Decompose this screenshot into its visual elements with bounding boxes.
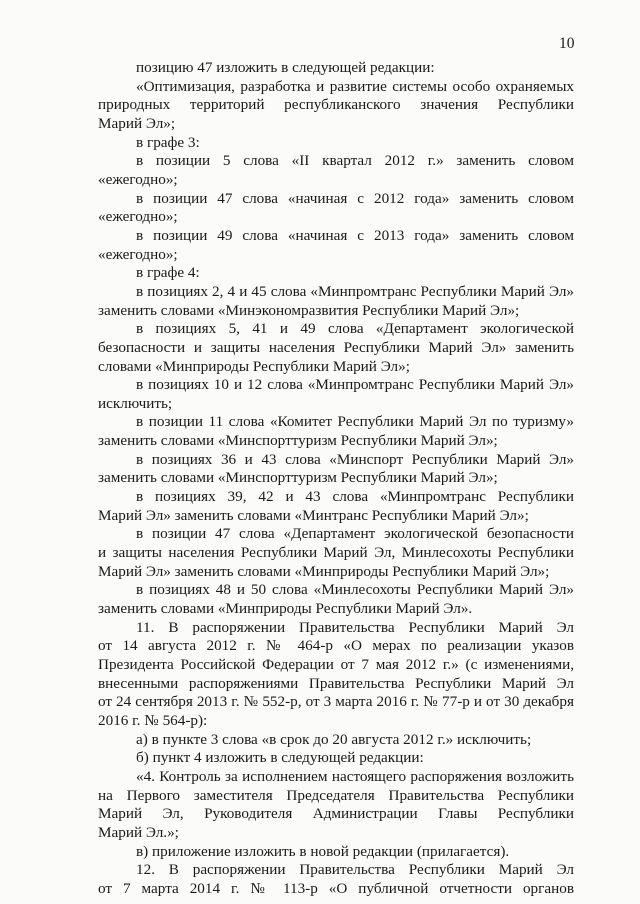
text-line: «ежегодно»; (98, 170, 178, 188)
text-line: безопасности и защиты населения Республики Марий Эл» заменить (98, 338, 574, 356)
text-line: в позиции 47 слова «Департамент экологической безопасности (136, 525, 574, 543)
text-line: в позиции 5 слова «II квартал 2012 г.» заменить словом (136, 152, 574, 170)
text-line: а) в пункте 3 слова «в срок до 20 августа 2012 г.» исключить; (136, 730, 532, 748)
text-line: в) приложение изложить в новой редакции (прилагается). (136, 842, 510, 860)
text-line: и защиты населения Республики Марий Эл, Минлесохоты Республики (98, 544, 574, 562)
text-line: в позициях 2, 4 и 45 слова «Минпромтранс Республики Марий Эл» (136, 282, 574, 300)
text-line: заменить словами «Минприроды Республики Марий Эл». (98, 600, 473, 618)
text-line: в позициях 10 и 12 слова «Минпромтранс Республики Марий Эл» (136, 376, 574, 394)
text-line: в позициях 48 и 50 слова «Минлесохоты Республики Марий Эл» (136, 581, 574, 599)
text-line: исключить; (98, 394, 173, 412)
text-line: 11. В распоряжении Правительства Республики Марий Эл (136, 618, 574, 636)
text-line: от 24 сентября 2013 г. № 552-р, от 3 марта 2016 г. № 77-р и от 30 декабря (98, 693, 574, 711)
text-line: в позиции 47 слова «начиная с 2012 года» заменить словом (136, 189, 574, 207)
text-line: от 7 марта 2014 г. № 113-р «О публичной отчетности органов (98, 879, 574, 897)
text-line: «Оптимизация, разработка и развитие системы особо охраняемых (136, 77, 574, 95)
text-line: на Первого заместителя Председателя Правительства Республики (98, 786, 574, 804)
text-line: Марий Эл.»; (98, 823, 179, 841)
text-line: в графе 4: (136, 264, 200, 282)
text-line: в позиции 11 слова «Комитет Республики Марий Эл по туризму» (136, 413, 574, 431)
text-line: в позициях 5, 41 и 49 слова «Департамент экологической (136, 320, 574, 338)
text-line: Марий Эл»; (98, 114, 176, 132)
text-line: «ежегодно»; (98, 245, 178, 263)
text-line: в позициях 39, 42 и 43 слова «Минпромтранс Республики (136, 488, 574, 506)
text-line: заменить словами «Минспорттуризм Республики Марий Эл»; (98, 432, 498, 450)
text-line: внесенными распоряжениями Правительства Республики Марий Эл (98, 674, 574, 692)
text-line: «ежегодно»; (98, 208, 178, 226)
text-line: заменить словами «Минэкономразвития Республики Марий Эл»; (98, 301, 520, 319)
text-line: от 14 августа 2012 г. № 464-р «О мерах по реализации указов (98, 637, 574, 655)
text-line: в позиции 49 слова «начиная с 2013 года» заменить словом (136, 226, 574, 244)
text-line: б) пункт 4 изложить в следующей редакции: (136, 749, 424, 767)
text-line: словами «Минприроды Республики Марий Эл»; (98, 357, 410, 375)
text-line: природных территорий республиканского значения Республики (98, 96, 574, 114)
text-line: в позициях 36 и 43 слова «Минспорт Республики Марий Эл» (136, 450, 574, 468)
text-line: Президента Российской Федерации от 7 мая 2012 г.» (с изменениями, (98, 656, 574, 673)
text-line: 2016 г. № 564-р): (98, 711, 208, 729)
text-line: позицию 47 изложить в следующей редакции: (136, 59, 435, 76)
page-number: 10 (559, 35, 575, 52)
text-line: заменить словами «Минспорттуризм Республики Марий Эл»; (98, 469, 498, 487)
text-line: Марий Эл» заменить словами «Минприроды Республики Марий Эл»; (98, 562, 550, 580)
text-line: 12. В распоряжении Правительства Республики Марий Эл (136, 861, 574, 879)
text-line: в графе 3: (136, 133, 200, 151)
text-line: Марий Эл» заменить словами «Минтранс Республики Марий Эл»; (98, 506, 529, 524)
text-line: Марий Эл, Руководителя Администрации Главы Республики (98, 805, 574, 823)
document-body (98, 59, 574, 899)
text-line: «4. Контроль за исполнением настоящего распоряжения возложить (136, 767, 574, 785)
